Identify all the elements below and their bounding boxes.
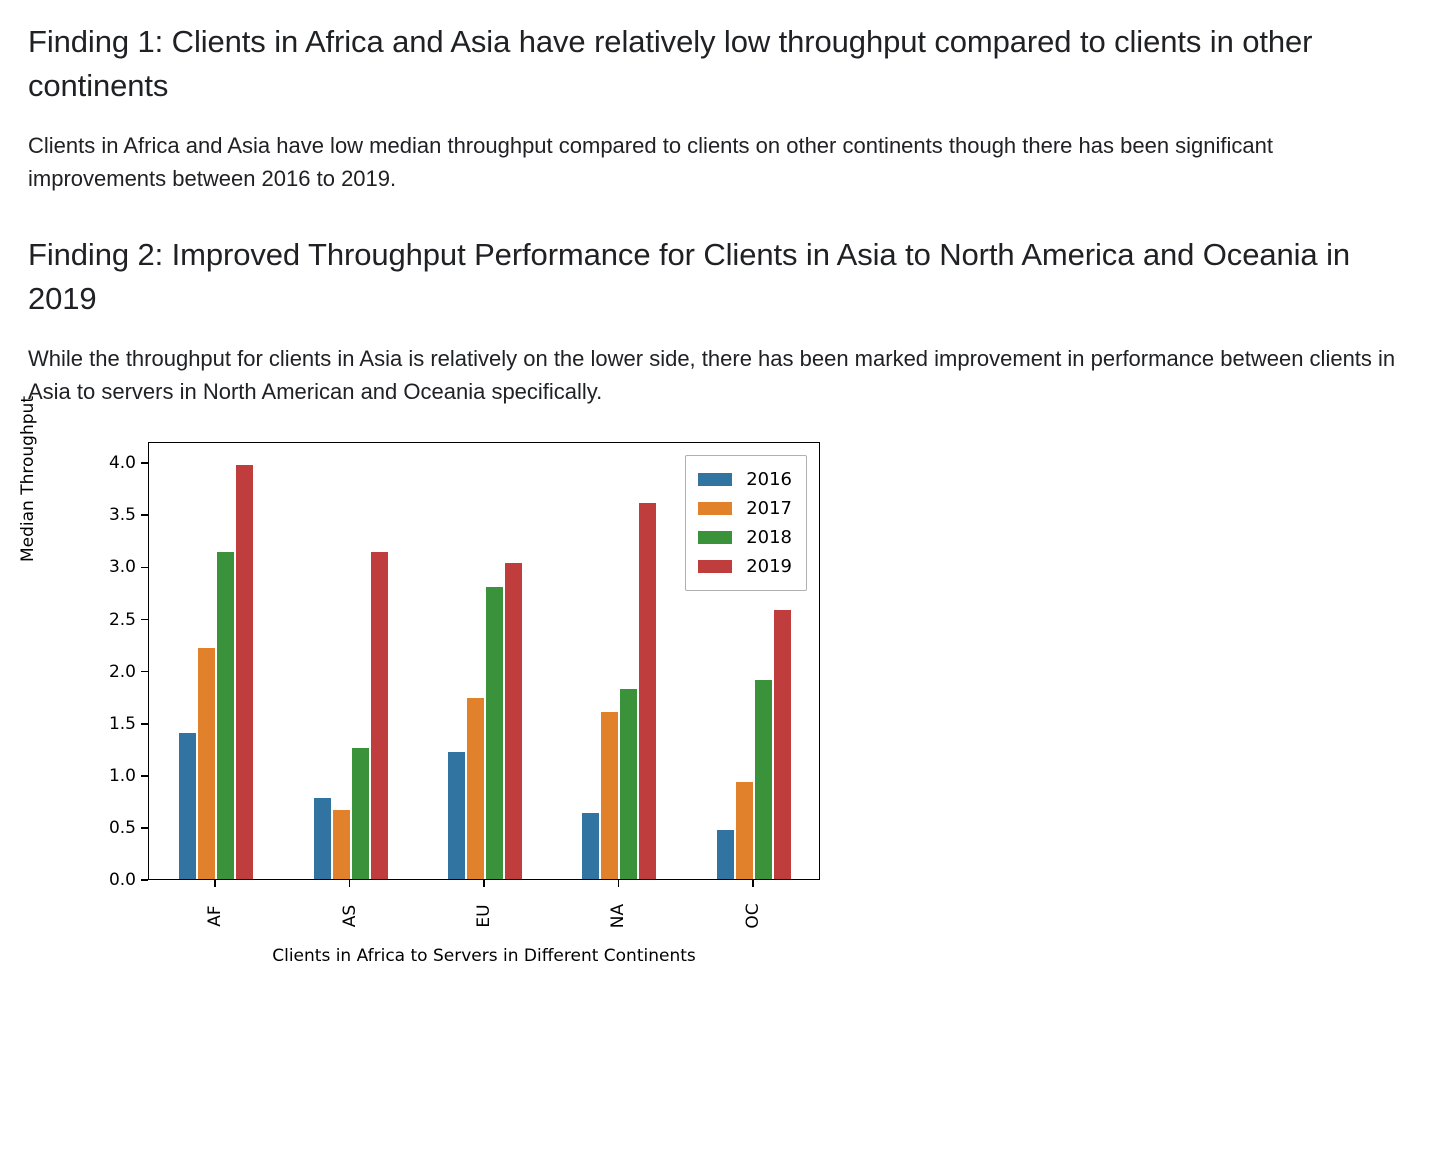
chart-y-tick: 2.5: [108, 609, 136, 630]
finding-1-heading: Finding 1: Clients in Africa and Asia have relatively low throughput compared to clients in other continents: [28, 24, 1313, 104]
chart-x-tick: OC: [742, 903, 763, 929]
chart-bar: [352, 748, 369, 879]
chart-y-axis-label: Median Throughput: [18, 396, 38, 563]
chart-bar: [217, 552, 234, 879]
chart-legend-label: 2018: [746, 527, 792, 549]
chart-y-tick: 2.0: [108, 661, 136, 682]
chart-bar: [198, 648, 215, 880]
finding-1-body: Clients in Africa and Asia have low median throughput compared to clients on other continents though there has been significant improvements between 2016 to 2019.: [28, 133, 1273, 191]
chart-legend-label: 2016: [746, 469, 792, 491]
throughput-bar-chart: [18, 396, 818, 967]
chart-legend-item: [698, 552, 792, 581]
chart-bar: [371, 552, 388, 879]
chart-bar: [333, 810, 350, 879]
chart-y-tick: 3.5: [108, 505, 136, 526]
chart-bar: [486, 587, 503, 879]
finding-2-body: While the throughput for clients in Asia is relatively on the lower side, there has been marked improvement in performance between clients in Asia to servers in North American and Oceania specifically.: [28, 346, 1396, 404]
chart-y-tick: 3.0: [108, 557, 136, 578]
chart-plot-area: [148, 442, 820, 880]
chart-y-tick-mark: [141, 619, 148, 621]
chart-legend-item: [698, 465, 792, 494]
chart-legend-item: [698, 494, 792, 523]
chart-y-tick: 1.5: [108, 713, 136, 734]
chart-bar: [639, 503, 656, 879]
chart-bar: [448, 752, 465, 879]
chart-y-tick-mark: [141, 775, 148, 777]
chart-bar: [717, 830, 734, 879]
section-spacer: [28, 195, 1414, 221]
chart-x-tick-mark: [618, 880, 620, 887]
chart-bar: [505, 563, 522, 879]
chart-legend: [685, 455, 807, 591]
chart-y-tick-mark: [141, 462, 148, 464]
chart-legend-swatch: [698, 531, 732, 544]
chart-x-tick-mark: [752, 880, 754, 887]
chart-y-tick-mark: [141, 514, 148, 516]
chart-bar: [582, 813, 599, 880]
chart-x-tick-mark: [483, 880, 485, 887]
chart-bar: [236, 465, 253, 879]
chart-legend-item: [698, 523, 792, 552]
chart-bar: [467, 698, 484, 879]
chart-legend-label: 2019: [746, 556, 792, 578]
chart-legend-swatch: [698, 473, 732, 486]
finding-2-heading: Finding 2: Improved Throughput Performance for Clients in Asia to North America and Oceania in 2019: [28, 237, 1350, 317]
chart-bar: [314, 798, 331, 879]
chart-bar: [774, 610, 791, 879]
chart-bar: [736, 782, 753, 879]
chart-bar: [755, 680, 772, 879]
chart-y-tick-mark: [141, 879, 148, 881]
chart-y-tick-mark: [141, 723, 148, 725]
chart-y-tick: 0.0: [108, 870, 136, 891]
chart-legend-label: 2017: [746, 498, 792, 520]
chart-legend-swatch: [698, 502, 732, 515]
chart-x-tick: EU: [474, 904, 494, 928]
chart-x-axis-label: Clients in Africa to Servers in Different Continents: [272, 946, 696, 967]
chart-y-tick-mark: [141, 671, 148, 673]
chart-legend-swatch: [698, 560, 732, 573]
chart-bar: [179, 733, 196, 879]
chart-x-tick-mark: [349, 880, 351, 887]
chart-x-tick: NA: [608, 904, 629, 929]
chart-x-tick-mark: [214, 880, 216, 887]
chart-y-tick: 0.5: [108, 818, 136, 839]
chart-y-tick-mark: [141, 827, 148, 829]
chart-x-tick: AF: [205, 905, 226, 927]
chart-bar: [601, 712, 618, 879]
chart-bar: [620, 689, 637, 879]
chart-x-tick: AS: [339, 905, 360, 928]
chart-y-tick: 4.0: [108, 453, 136, 474]
chart-y-tick-mark: [141, 567, 148, 569]
chart-y-tick: 1.0: [108, 765, 136, 786]
